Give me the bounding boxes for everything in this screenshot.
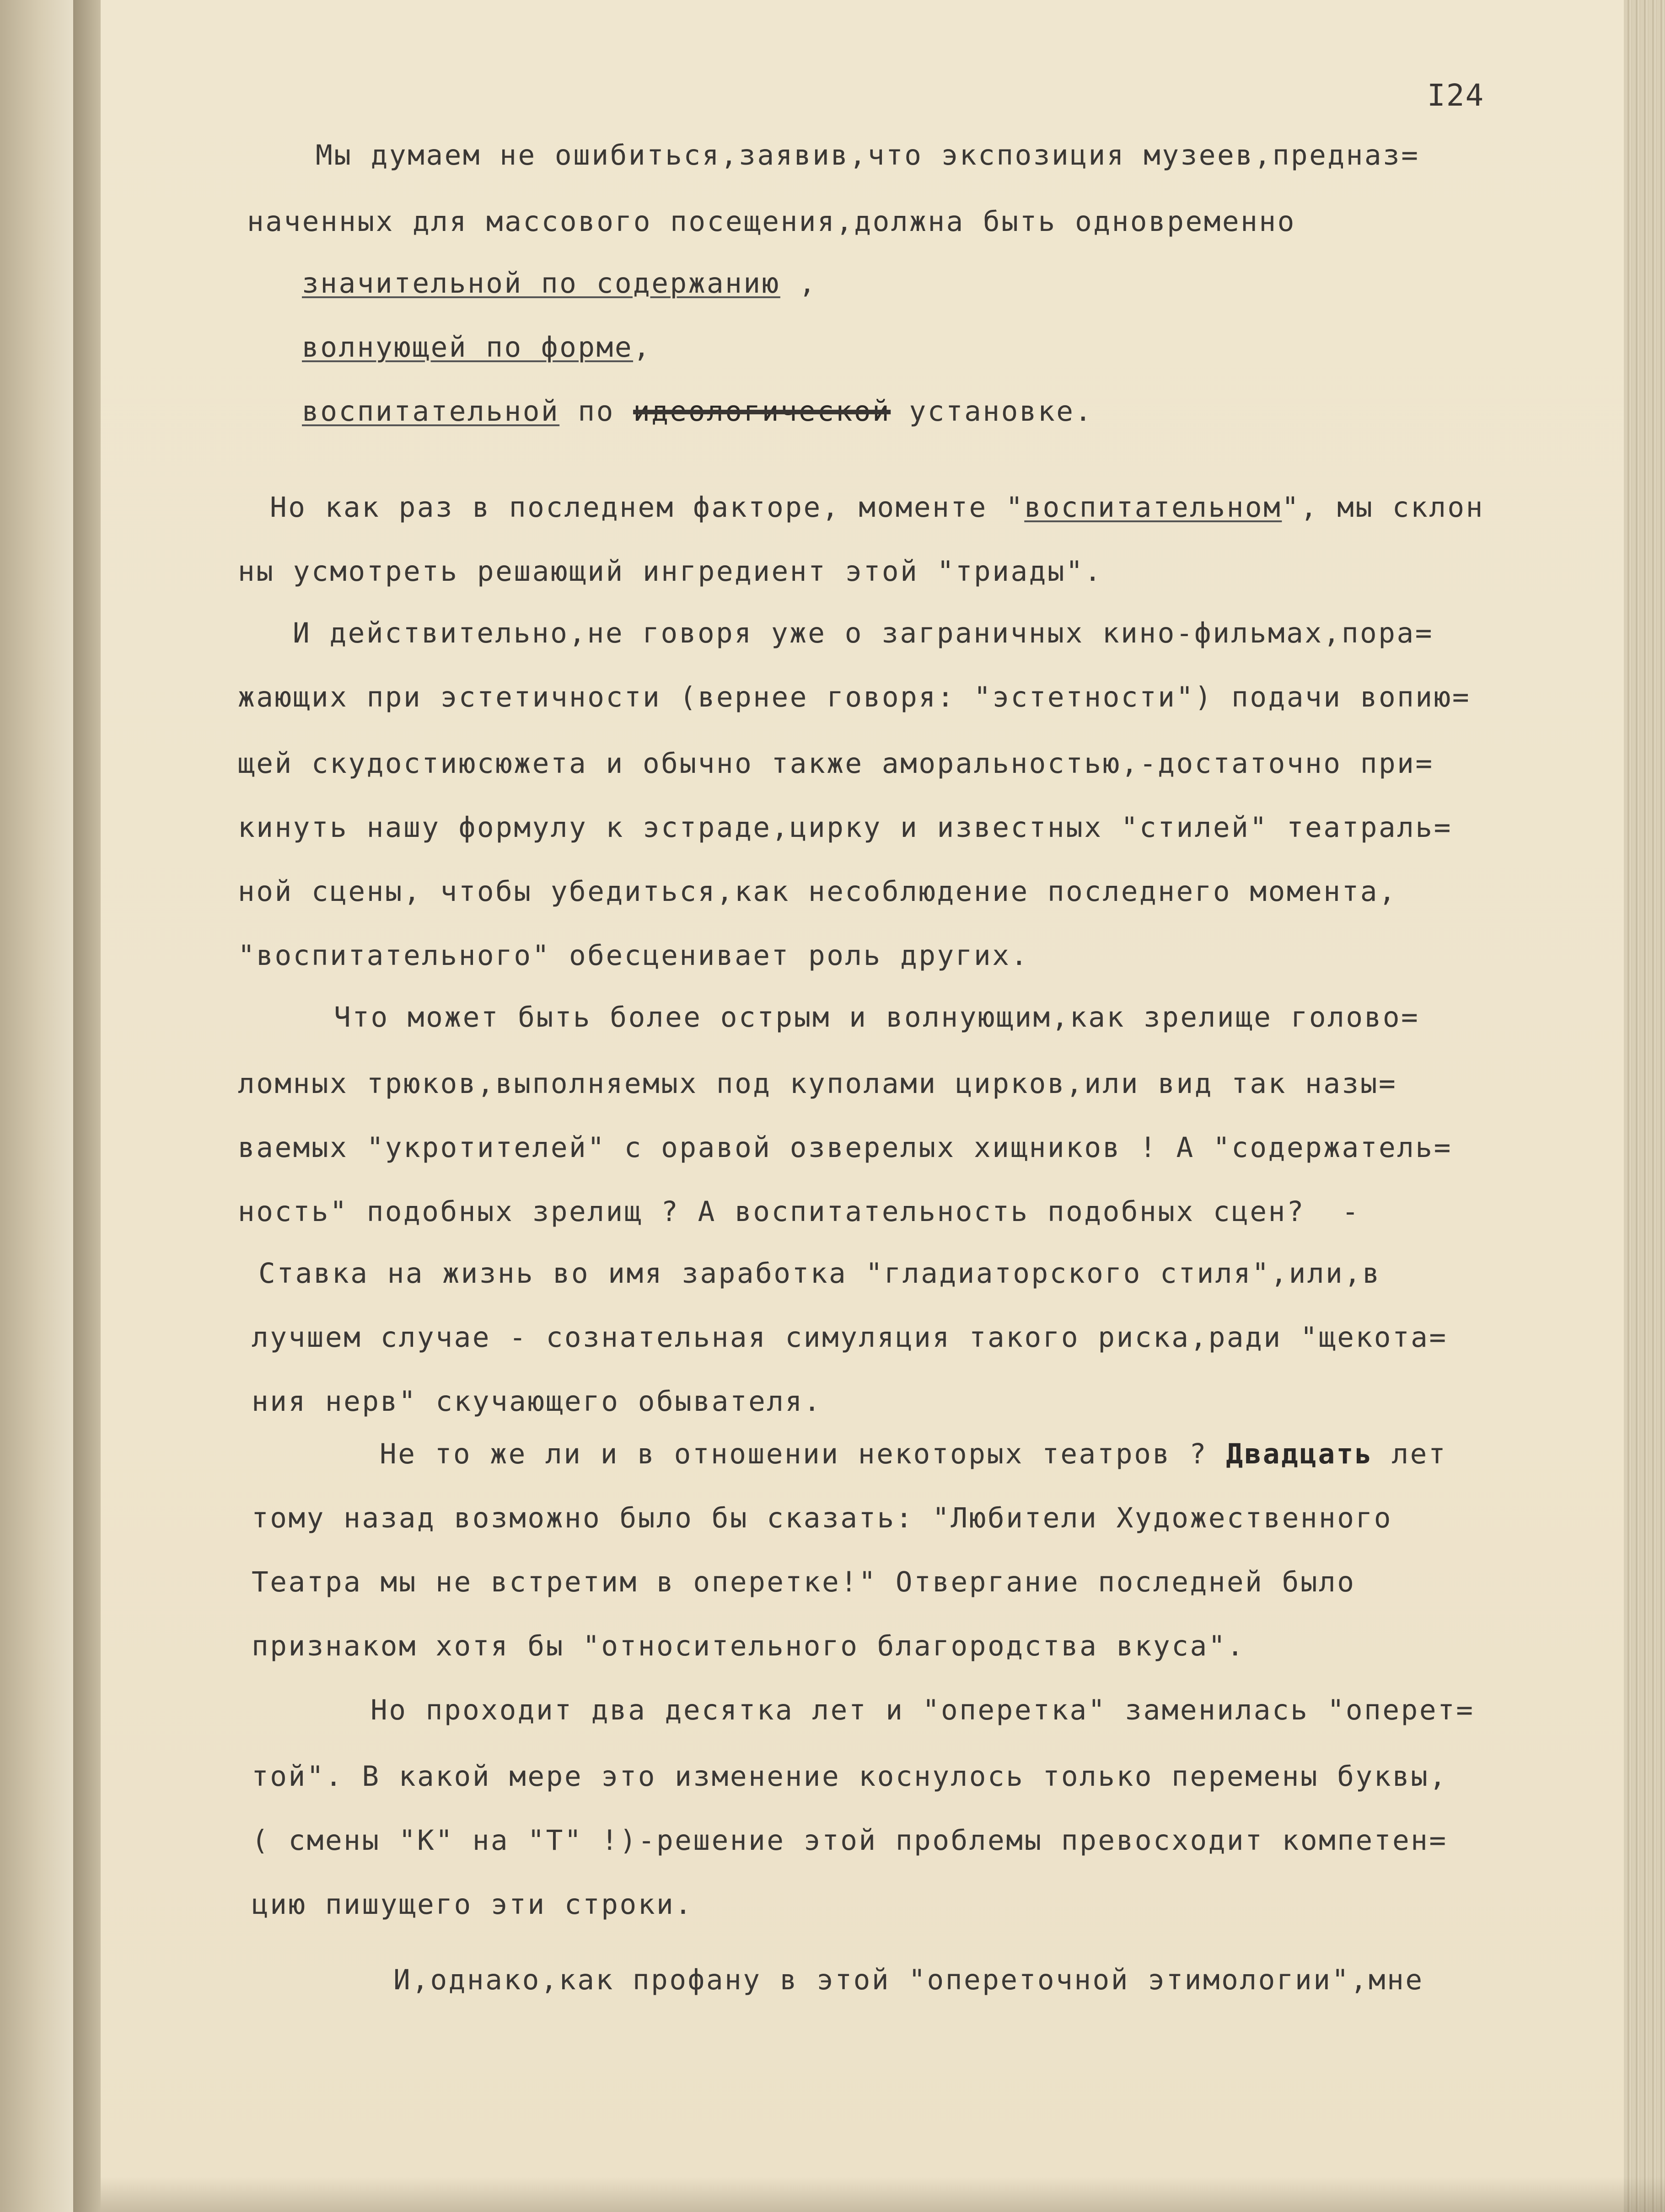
left-facing-page-edge	[0, 0, 73, 2212]
text-run: кинуть нашу формулу к эстраде,цирку и известных "стилей" театраль=	[238, 811, 1452, 844]
text-line	[252, 1564, 1356, 1601]
text-line	[393, 1962, 1424, 1998]
text-line	[252, 1319, 1448, 1356]
text-line	[252, 1628, 1245, 1665]
right-page-stack-edge	[1624, 0, 1665, 2212]
text-run: Что может быть более острым и волнующим,как зрелище голово=	[334, 1001, 1420, 1034]
page-number: I24	[1427, 78, 1485, 113]
underlined-text: значительной по содержанию	[302, 267, 780, 300]
text-run: ,	[633, 331, 652, 364]
bottom-shadow	[101, 2177, 1665, 2212]
text-line	[334, 999, 1419, 1036]
text-run: Мы думаем не ошибиться,заявив,что экспозиция музеев,предназ=	[316, 139, 1420, 171]
text-run: лет	[1373, 1438, 1447, 1470]
text-line	[380, 1436, 1447, 1473]
text-run: цию пишущего эти строки.	[252, 1888, 693, 1921]
text-run: "воспитательного" обесценивает роль других.	[238, 939, 1029, 972]
text-line	[238, 1066, 1397, 1102]
struck-out-word: идеологической	[633, 395, 891, 428]
text-run: Не то же ли и в отношении некоторых театров ?	[380, 1438, 1226, 1470]
text-run: ния нерв" скучающего обывателя.	[252, 1385, 822, 1418]
text-line	[252, 1500, 1392, 1537]
text-run: И действительно,не говоря уже о заграничных кино-фильмах,пора=	[293, 617, 1434, 649]
text-run: ной сцены, чтобы убедиться,как несоблюдение последнего момента,	[238, 875, 1397, 908]
text-run: жающих при эстетичности (вернее говоря: "эстетности") подачи вопию=	[238, 681, 1471, 713]
text-line	[316, 137, 1420, 174]
text-line	[238, 679, 1471, 716]
text-run: установке.	[891, 395, 1093, 428]
text-run: Двадцать	[1226, 1438, 1374, 1470]
text-line	[302, 329, 651, 366]
underlined-text: воспитательном	[1024, 491, 1282, 524]
text-line	[238, 553, 1103, 590]
text-run: Ставка на жизнь во имя заработка "гладиаторского стиля",или,в	[258, 1257, 1381, 1290]
text-run: Но как раз в последнем факторе, моменте "	[270, 491, 1025, 524]
text-line	[238, 809, 1452, 846]
text-run: ность" подобных зрелищ ? А воспитательность подобных сцен? -	[238, 1195, 1360, 1228]
text-run: ( смены "К" на "Т" !)-решение этой проблемы превосходит компетен=	[252, 1824, 1448, 1857]
text-line	[302, 265, 817, 302]
text-line	[238, 1194, 1360, 1230]
text-line	[238, 1130, 1452, 1166]
text-line	[238, 873, 1397, 910]
text-line	[252, 1758, 1448, 1795]
text-line	[238, 745, 1434, 782]
text-line	[252, 1822, 1448, 1859]
text-line	[293, 615, 1434, 652]
text-line	[247, 204, 1296, 240]
text-run: ломных трюков,выполняемых под куполами цирков,или вид так назы=	[238, 1067, 1397, 1100]
text-run: ваемых "укротителей" с оравой озверелых хищников ! А "содержатель=	[238, 1131, 1452, 1164]
text-line	[270, 489, 1484, 526]
text-line	[252, 1886, 693, 1923]
text-run: тому назад возможно было бы сказать: "Любители Художественного	[252, 1502, 1392, 1534]
text-run: Но проходит два десятка лет и "оперетка" заменилась "оперет=	[371, 1694, 1475, 1726]
text-line	[302, 393, 1093, 430]
text-run: ,	[780, 267, 817, 300]
text-line	[252, 1383, 822, 1420]
text-line	[238, 937, 1029, 974]
text-run: признаком хотя бы "относительного благородства вкуса".	[252, 1630, 1246, 1662]
text-run: ны усмотреть решающий ингредиент этой "триады".	[238, 555, 1103, 588]
underlined-text: волнующей по форме	[302, 331, 634, 364]
text-run: по	[559, 395, 634, 428]
text-run: щей скудостиюсюжета и обычно также аморальностью,-достаточно при=	[238, 747, 1434, 780]
text-run: И,однако,как профану в этой "опереточной этимологии",мне	[393, 1964, 1424, 1996]
book-gutter	[73, 0, 101, 2212]
text-run: той". В какой мере это изменение коснулось только перемены буквы,	[252, 1760, 1448, 1793]
text-run: наченных для массового посещения,должна быть одновременно	[247, 205, 1296, 238]
text-line	[258, 1255, 1381, 1292]
text-run: Театра мы не встретим в оперетке!" Отвергание последней было	[252, 1566, 1356, 1598]
underlined-text: воспитательной	[302, 395, 560, 428]
text-run: ", мы склон	[1282, 491, 1484, 524]
text-line	[371, 1692, 1475, 1729]
typed-sheet	[101, 0, 1624, 2212]
text-run: лучшем случае - сознательная симуляция такого риска,ради "щекота=	[252, 1321, 1448, 1354]
